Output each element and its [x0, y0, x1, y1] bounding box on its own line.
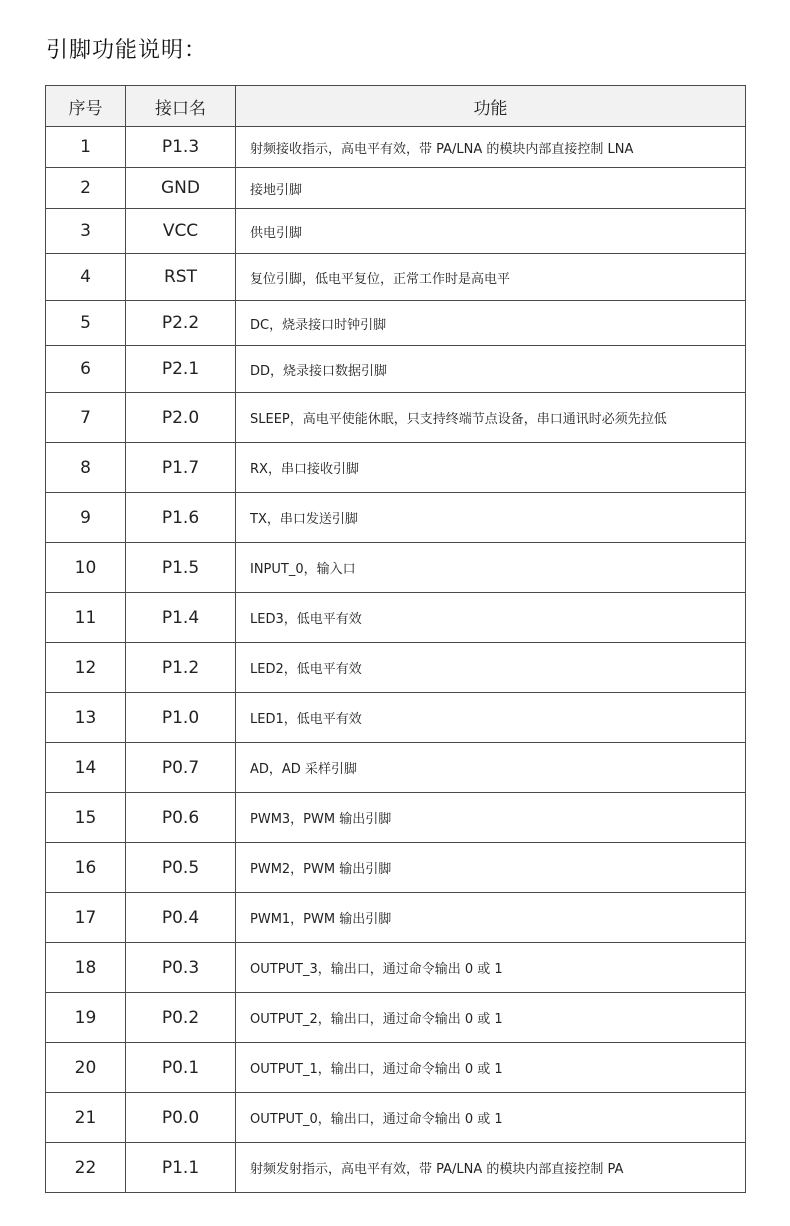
row-function: 射频发射指示，高电平有效，带 PA/LNA 的模块内部直接控制 PA — [236, 1143, 746, 1193]
row-pin: P2.1 — [126, 346, 236, 393]
row-function: SLEEP，高电平使能休眠，只支持终端节点设备，串口通讯时必须先拉低 — [236, 393, 746, 443]
row-index: 4 — [46, 254, 126, 301]
row-index: 11 — [46, 593, 126, 643]
row-pin: P0.7 — [126, 743, 236, 793]
row-function: LED3，低电平有效 — [236, 593, 746, 643]
row-pin: P2.2 — [126, 301, 236, 346]
row-pin: P1.0 — [126, 693, 236, 743]
row-pin: P0.4 — [126, 893, 236, 943]
row-index: 17 — [46, 893, 126, 943]
table-row — [46, 254, 746, 301]
row-function: 供电引脚 — [236, 209, 746, 254]
row-index: 13 — [46, 693, 126, 743]
row-function: OUTPUT_2，输出口，通过命令输出 0 或 1 — [236, 993, 746, 1043]
row-function: 接地引脚 — [236, 168, 746, 209]
table-row — [46, 493, 746, 543]
row-index: 16 — [46, 843, 126, 893]
table-row — [46, 301, 746, 346]
row-pin: P0.5 — [126, 843, 236, 893]
row-function: PWM1，PWM 输出引脚 — [236, 893, 746, 943]
row-function: RX，串口接收引脚 — [236, 443, 746, 493]
row-index: 6 — [46, 346, 126, 393]
row-index: 7 — [46, 393, 126, 443]
row-index: 22 — [46, 1143, 126, 1193]
table-row — [46, 1043, 746, 1093]
page-title: 引脚功能说明： — [46, 38, 208, 63]
row-index: 2 — [46, 168, 126, 209]
row-function: OUTPUT_1，输出口，通过命令输出 0 或 1 — [236, 1043, 746, 1093]
row-index: 14 — [46, 743, 126, 793]
row-pin: GND — [126, 168, 236, 209]
row-pin: P1.7 — [126, 443, 236, 493]
row-function: LED1，低电平有效 — [236, 693, 746, 743]
row-index: 10 — [46, 543, 126, 593]
table-row — [46, 543, 746, 593]
table-row — [46, 943, 746, 993]
table-row — [46, 168, 746, 209]
row-pin: P0.1 — [126, 1043, 236, 1093]
table-row — [46, 643, 746, 693]
row-function: PWM3，PWM 输出引脚 — [236, 793, 746, 843]
table-row — [46, 693, 746, 743]
row-function: INPUT_0，输入口 — [236, 543, 746, 593]
row-function: DC，烧录接口时钟引脚 — [236, 301, 746, 346]
row-function: PWM2，PWM 输出引脚 — [236, 843, 746, 893]
row-index: 19 — [46, 993, 126, 1043]
row-pin: P1.4 — [126, 593, 236, 643]
table-row — [46, 393, 746, 443]
row-index: 18 — [46, 943, 126, 993]
row-index: 20 — [46, 1043, 126, 1093]
table-row — [46, 843, 746, 893]
row-function: LED2，低电平有效 — [236, 643, 746, 693]
row-pin: VCC — [126, 209, 236, 254]
row-function: AD，AD 采样引脚 — [236, 743, 746, 793]
header-function: 功能 — [236, 86, 746, 127]
table-row — [46, 593, 746, 643]
table-row — [46, 209, 746, 254]
row-function: 射频接收指示，高电平有效，带 PA/LNA 的模块内部直接控制 LNA — [236, 127, 746, 168]
row-function: 复位引脚，低电平复位，正常工作时是高电平 — [236, 254, 746, 301]
table-row — [46, 127, 746, 168]
row-pin: RST — [126, 254, 236, 301]
table-row — [46, 793, 746, 843]
table-row — [46, 1143, 746, 1193]
header-index: 序号 — [46, 86, 126, 127]
row-index: 3 — [46, 209, 126, 254]
table-row — [46, 443, 746, 493]
row-pin: P1.3 — [126, 127, 236, 168]
row-pin: P1.6 — [126, 493, 236, 543]
row-index: 9 — [46, 493, 126, 543]
table-row — [46, 346, 746, 393]
table-row — [46, 743, 746, 793]
pin-function-table — [45, 85, 746, 1193]
row-pin: P0.2 — [126, 993, 236, 1043]
header-interface-name: 接口名 — [126, 86, 236, 127]
row-function: DD，烧录接口数据引脚 — [236, 346, 746, 393]
row-pin: P1.1 — [126, 1143, 236, 1193]
row-index: 8 — [46, 443, 126, 493]
row-pin: P2.0 — [126, 393, 236, 443]
row-index: 1 — [46, 127, 126, 168]
row-pin: P0.6 — [126, 793, 236, 843]
row-index: 5 — [46, 301, 126, 346]
table-header-row — [46, 86, 746, 127]
row-pin: P0.0 — [126, 1093, 236, 1143]
row-function: TX，串口发送引脚 — [236, 493, 746, 543]
row-pin: P1.5 — [126, 543, 236, 593]
row-pin: P0.3 — [126, 943, 236, 993]
row-index: 15 — [46, 793, 126, 843]
table-row — [46, 1093, 746, 1143]
row-function: OUTPUT_3，输出口，通过命令输出 0 或 1 — [236, 943, 746, 993]
row-function: OUTPUT_0，输出口，通过命令输出 0 或 1 — [236, 1093, 746, 1143]
table-row — [46, 893, 746, 943]
row-index: 21 — [46, 1093, 126, 1143]
row-index: 12 — [46, 643, 126, 693]
row-pin: P1.2 — [126, 643, 236, 693]
table-row — [46, 993, 746, 1043]
